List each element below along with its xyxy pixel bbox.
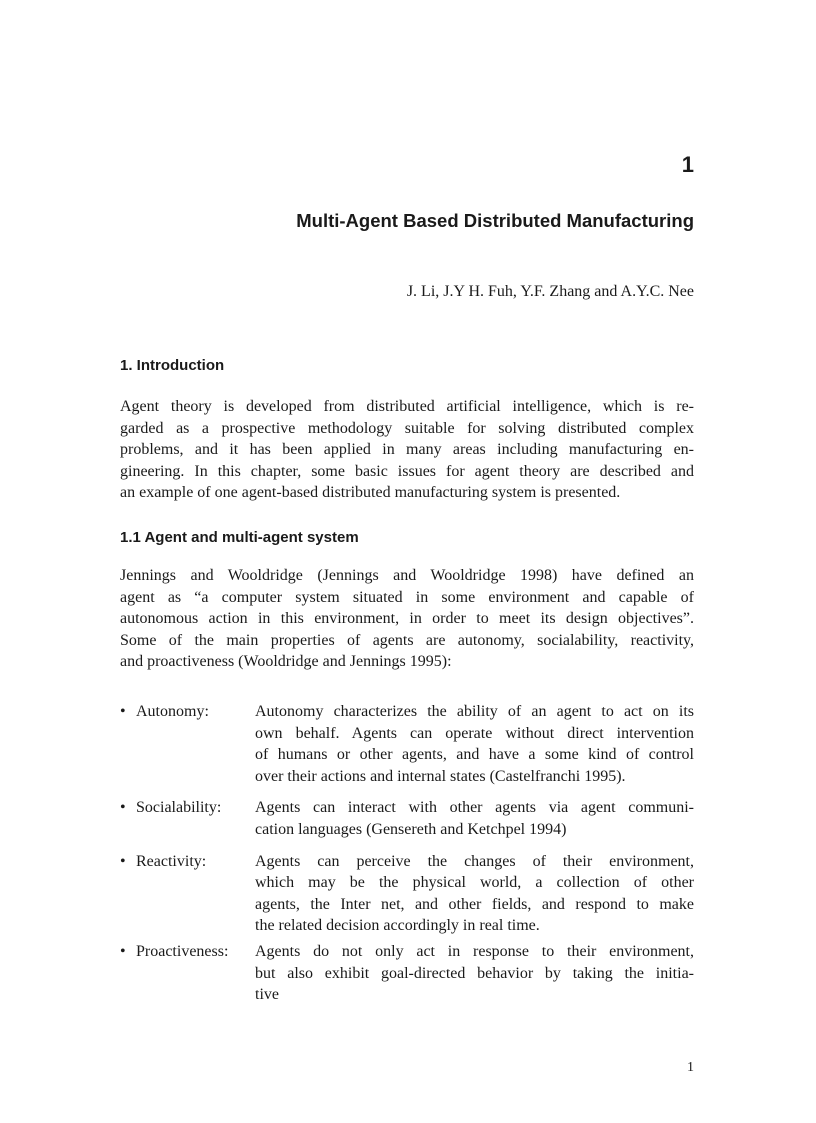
introduction-paragraph — [120, 396, 694, 504]
agent-properties-list — [120, 701, 694, 1006]
paragraph-line: Jennings and Wooldridge (Jennings and Wooldridge 1998) have defined an — [120, 567, 694, 584]
chapter-title: Multi-Agent Based Distributed Manufacturing — [296, 210, 694, 231]
bullet-term — [120, 701, 209, 723]
bullet-term — [120, 797, 221, 819]
bullet-term-label: Socialability: — [136, 799, 222, 817]
paragraph-line: an example of one agent-based distributed manufacturing system is presented. — [120, 484, 621, 502]
chapter-number: 1 — [681, 152, 694, 177]
description-line: but also exhibit goal-directed behavior by taking the initia- — [255, 964, 694, 982]
bullet-icon: • — [120, 852, 126, 870]
book-page — [120, 0, 694, 1123]
bullet-term-label: Reactivity: — [136, 852, 207, 870]
bullet-icon: • — [120, 942, 126, 960]
bullet-description — [255, 701, 694, 787]
bullet-term-label: Autonomy: — [136, 703, 209, 720]
description-line: of humans or other agents, and have a some kind of control — [255, 746, 694, 764]
bullet-icon: • — [120, 799, 126, 817]
section-heading-agent-system: 1.1 Agent and multi-agent system — [120, 529, 359, 546]
description-line: Agents do not only act in response to their environment, — [255, 942, 694, 960]
description-line: Autonomy characterizes the ability of an agent to act on its — [255, 703, 694, 720]
agent-definition-paragraph — [120, 565, 694, 673]
description-line: Agents can interact with other agents via agent communi- — [255, 799, 694, 817]
list-item-autonomy — [120, 701, 694, 787]
bullet-term — [120, 851, 206, 873]
bullet-term-label: Proactiveness: — [136, 942, 229, 960]
description-line: over their actions and internal states (Castelfranchi 1995). — [255, 767, 626, 785]
paragraph-line: garded as a prospective methodology suitable for solving distributed complex — [120, 419, 694, 437]
description-line: agents, the Inter net, and other fields, and respond to make — [255, 895, 694, 913]
bullet-icon: • — [120, 703, 126, 720]
list-spacer — [120, 841, 694, 851]
description-line: Agents can perceive the changes of their environment, — [255, 852, 694, 870]
list-spacer — [120, 787, 694, 797]
paragraph-line: and proactiveness (Wooldridge and Jennings 1995): — [120, 653, 452, 671]
list-item-reactivity — [120, 851, 694, 937]
list-item-socialability — [120, 797, 694, 840]
paragraph-line: Some of the main properties of agents are autonomy, socialability, reactivity, — [120, 631, 694, 649]
bullet-term — [120, 941, 228, 963]
bullet-description — [255, 797, 694, 840]
paragraph-line: agent as “a computer system situated in some environment and capable of — [120, 588, 694, 606]
paragraph-line: gineering. In this chapter, some basic issues for agent theory are described and — [120, 462, 694, 480]
bullet-description — [255, 941, 694, 1006]
paragraph-line: autonomous action in this environment, in order to meet its design objectives”. — [120, 610, 694, 628]
paragraph-line: problems, and it has been applied in many areas including manufacturing en- — [120, 441, 694, 459]
description-line: own behalf. Agents can operate without direct intervention — [255, 724, 694, 742]
description-line: the related decision accordingly in real time. — [255, 917, 540, 935]
description-line: tive — [255, 986, 279, 1004]
paragraph-line: Agent theory is developed from distributed artificial intelligence, which is re- — [120, 398, 694, 415]
section-heading-introduction: 1. Introduction — [120, 357, 225, 374]
bullet-description — [255, 851, 694, 937]
list-item-proactiveness — [120, 941, 694, 1006]
chapter-authors: J. Li, J.Y H. Fuh, Y.F. Zhang and A.Y.C. Nee — [406, 283, 694, 300]
page-number: 1 — [687, 1060, 694, 1075]
description-line: cation languages (Gensereth and Ketchpel 1994) — [255, 820, 567, 838]
description-line: which may be the physical world, a collection of other — [255, 874, 694, 892]
